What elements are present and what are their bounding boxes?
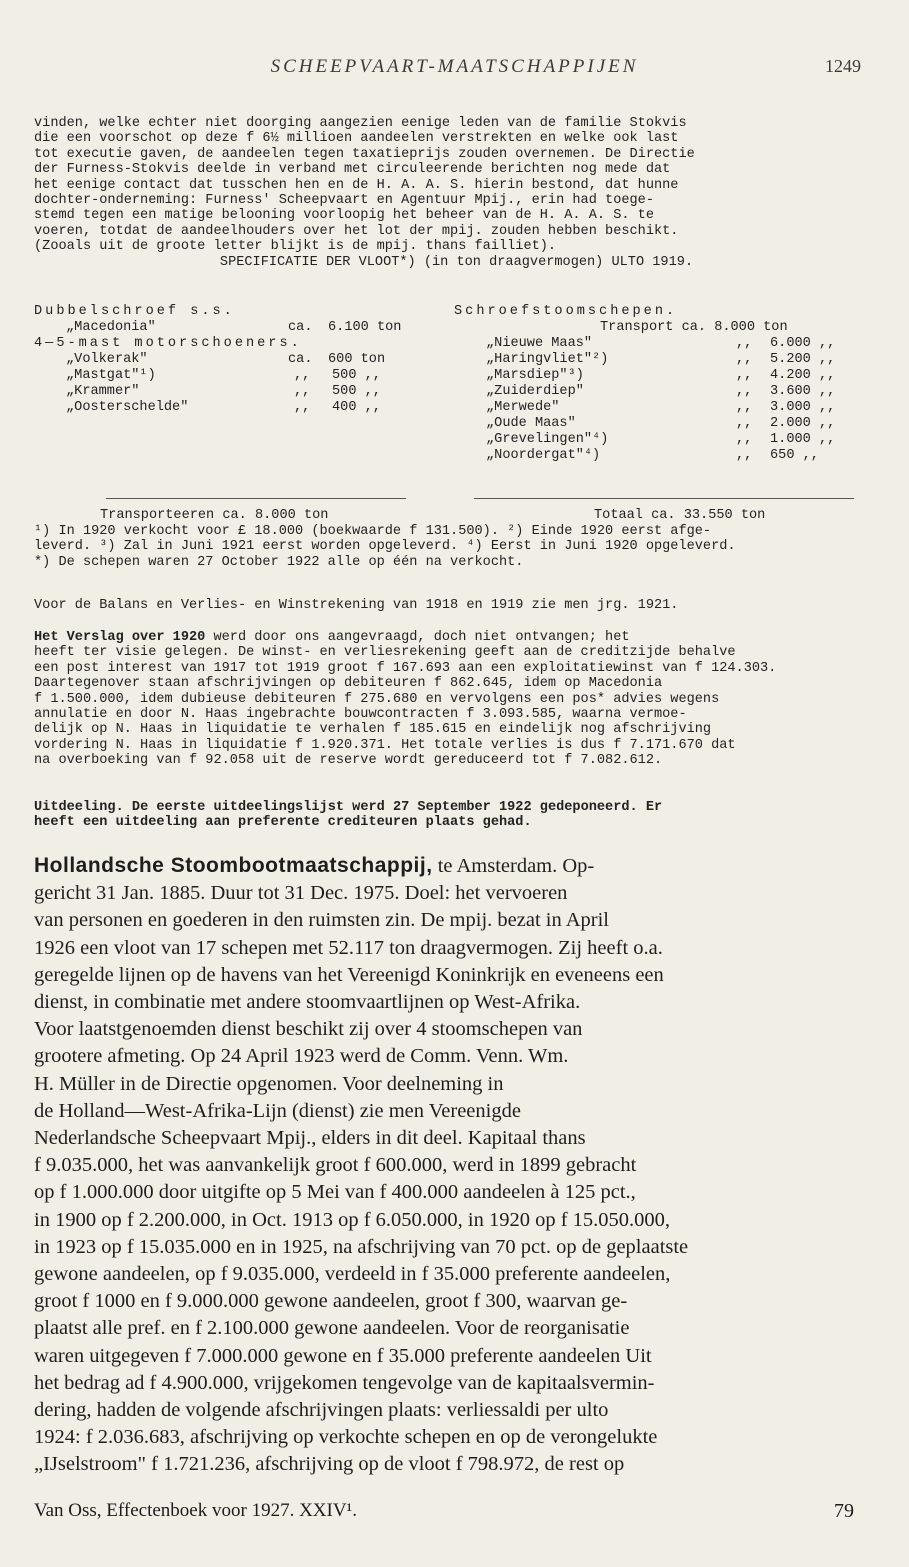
right-total: Totaal ca. 33.550 ton	[594, 508, 766, 523]
ship-tons: 4.200 ,,	[770, 368, 836, 383]
ship-tons: 3.000 ,,	[770, 400, 836, 415]
text-line: van personen en goederen in den ruimsten zin. De mpij. bezat in April	[34, 909, 609, 932]
header-page-number: 1249	[825, 56, 861, 76]
text-line: in 1923 op f 15.035.000 en in 1925, na afschrijving van 70 pct. op de geplaatste	[34, 1235, 689, 1258]
text-line: „IJselstroom" f 1.721.236, afschrijving op de vloot f 798.972, de rest op	[34, 1453, 625, 1476]
text-line: plaatst alle pref. en f 2.100.000 gewone aandeelen. Voor de reorganisatie	[34, 1317, 630, 1340]
report-paragraph	[34, 630, 879, 769]
text-line: Voor laatstgenoemden dienst beschikt zij over 4 stoomschepen van	[34, 1018, 583, 1041]
ship-ca: ca.	[288, 320, 313, 335]
ship-row	[34, 368, 454, 384]
ship-ca: ,,	[736, 384, 753, 399]
ship-row	[34, 320, 454, 336]
text-line: (Zooals uit de groote letter blijkt is de mpij. thans failliet).	[34, 239, 557, 255]
text-line: op f 1.000.000 door uitgifte op 5 Mei van f 400.000 aandeelen à 125 pct.,	[34, 1181, 636, 1204]
hsm-entry	[34, 852, 877, 1479]
transport-label: Transport ca. 8.000 ton	[600, 320, 788, 335]
company-line: te Amsterdam. Op-	[437, 855, 595, 877]
ship-ca: ,,	[736, 416, 753, 431]
fleet-left-header: Dubbelschroef s.s.	[34, 304, 235, 319]
text-line: f 1.500.000, idem dubieuse debiteuren f 275.680 en vervolgens een pos* advies wegens	[34, 691, 720, 707]
ship-tons: 500 ,,	[332, 384, 381, 399]
text-line: f 9.035.000, het was aanvankelijk groot f 600.000, werd in 1899 gebracht	[34, 1154, 637, 1177]
text-line: Nederlandsche Scheepvaart Mpij., elders in dit deel. Kapitaal thans	[34, 1127, 586, 1150]
balance-note-block	[34, 598, 879, 613]
text-line: waren uitgegeven f 7.000.000 gewone en f 35.000 preferente aandeelen Uit	[34, 1344, 652, 1367]
totals-row	[34, 508, 879, 524]
ship-tons: 600 ton	[328, 352, 386, 367]
report-line: werd door ons aangevraagd, doch niet ontvangen; het	[213, 630, 630, 645]
ship-name: „Grevelingen"⁴)	[486, 432, 609, 447]
ship-ca: ,,	[294, 400, 311, 415]
page-header	[0, 56, 909, 86]
balance-note: Voor de Balans en Verlies- en Winstrekening van 1918 en 1919 zie men jrg. 1921.	[34, 598, 679, 613]
ship-name: „Oosterschelde"	[66, 400, 189, 415]
intro-paragraph	[34, 116, 879, 270]
fleet-totals	[34, 508, 879, 570]
text-line: dochter-onderneming: Furness' Scheepvaart en Agentuur Mpij., erin had toege-	[34, 193, 654, 209]
ship-tons: 6.100 ton	[328, 320, 402, 335]
ship-name: „Merwede"	[486, 400, 560, 415]
ship-row	[34, 384, 454, 400]
ship-tons: 1.000 ,,	[770, 432, 836, 447]
text-line: het bedrag ad f 4.900.000, vrijgekomen tengevolge van de kapitaalsvermin-	[34, 1371, 655, 1394]
ship-name: „Mastgat"¹)	[66, 368, 156, 383]
ship-tons: 400 ,,	[332, 400, 381, 415]
text-line: vordering N. Haas in liquidatie f 1.920.371. Het totale verlies is dus f 7.171.670 dat	[34, 737, 736, 753]
ship-row	[454, 416, 874, 432]
text-line: die een voorschot op deze f 6½ millioen aandeelen verstrekten en welke ook last	[34, 131, 679, 147]
ship-name: „Volkerak"	[66, 352, 148, 367]
ship-ca: ,,	[294, 368, 311, 383]
right-sum-line	[474, 498, 854, 499]
ship-ca: ,,	[736, 336, 753, 351]
ship-row	[454, 352, 874, 368]
text-line: het eenige contact dat tusschen hen en de H. A. A. S. hierin bestond, dat hunne	[34, 177, 679, 193]
text-line: na overboeking van f 92.058 uit de reserve wordt gereduceerd tot f 7.082.612.	[34, 753, 663, 769]
text-line: de Holland—West-Afrika-Lijn (dienst) zie men Vereenigde	[34, 1099, 521, 1122]
ship-tons: 3.600 ,,	[770, 384, 836, 399]
text-line: een post interest van 1917 tot 1919 groot f 167.693 aan een exploitatiewinst van f 124.303.	[34, 660, 777, 676]
ship-name: „Macedonia"	[66, 320, 156, 335]
running-title: SCHEEPVAART-MAATSCHAPPIJEN	[270, 56, 639, 77]
text-line: annulatie en door N. Haas ingebrachte bouwcontracten f 3.093.585, waarna vermoe-	[34, 707, 687, 723]
footnote: ¹) In 1920 verkocht voor £ 18.000 (boekwaarde f 131.500). ²) Einde 1920 eerst afge-	[34, 524, 712, 539]
ship-name: „Noordergat"⁴)	[486, 448, 601, 463]
ship-name: „Marsdiep"³)	[486, 368, 584, 383]
ship-tons: 650 ,,	[770, 448, 819, 463]
text-line: dering, hadden de volgende afschrijvingen plaats: verliessaldi per ulto	[34, 1399, 609, 1422]
ship-name: „Zuiderdiep"	[486, 384, 584, 399]
footnote: *) De schepen waren 27 October 1922 alle op één na verkocht.	[34, 554, 524, 570]
ship-row	[454, 400, 874, 416]
page-footer	[34, 1500, 874, 1530]
distribution-line: De eerste uitdeelingslijst werd 27 September 1922 gedeponeerd. Er	[131, 800, 663, 815]
text-line: grootere afmeting. Op 24 April 1923 werd de Comm. Venn. Wm.	[34, 1045, 569, 1068]
ship-tons: 6.000 ,,	[770, 336, 836, 351]
text-line: 1924: f 2.036.683, afschrijving op verkochte schepen en op de verongelukte	[34, 1426, 658, 1449]
distribution-lead: Uitdeeling.	[34, 800, 124, 815]
ship-ca: ,,	[736, 448, 753, 463]
text-line: dienst, in combinatie met andere stoomvaartlijnen op West-Afrika.	[34, 991, 581, 1014]
ship-row	[34, 352, 454, 368]
ship-row	[454, 336, 874, 352]
ship-tons: 2.000 ,,	[770, 416, 836, 431]
ship-ca: ,,	[736, 352, 753, 367]
left-total: Transporteeren ca. 8.000 ton	[100, 508, 329, 523]
text-line: heeft een uitdeeling aan preferente crediteuren plaats gehad.	[34, 815, 532, 831]
text-line: stemd tegen een matige belooning voorloopig het beheer van de H. A. A. S. te	[34, 208, 654, 224]
footer-source: Van Oss, Effectenboek voor 1927. XXIV¹.	[34, 1500, 357, 1521]
text-line: delijk op N. Haas in liquidatie te verhalen f 185.615 en eindelijk nog afschrijving	[34, 722, 712, 738]
fleet-right-header: Schroefstoomschepen.	[454, 304, 678, 319]
fleet-left-column	[34, 304, 454, 416]
ship-row	[454, 384, 874, 400]
fleet-heading: SPECIFICATIE DER VLOOT*) (in ton draagvermogen) ULTO 1919.	[219, 254, 694, 270]
transport-row	[454, 320, 874, 336]
ship-ca: ,,	[736, 400, 753, 415]
text-line: Daartegenover staan afschrijvingen op debiteuren f 862.645, idem op Macedonia	[34, 676, 663, 692]
text-line: der Furness-Stokvis deelde in verband met circuleerende berichten nog mede dat	[34, 162, 671, 178]
ship-name: „Krammer"	[66, 384, 140, 399]
fleet-right-column	[454, 304, 874, 464]
fleet-table	[34, 304, 874, 504]
text-line	[34, 800, 879, 815]
ship-row	[454, 448, 874, 464]
text-line: in 1900 op f 2.200.000, in Oct. 1913 op f 6.050.000, in 1920 op f 15.050.000,	[34, 1208, 671, 1231]
ship-row	[454, 432, 874, 448]
footnote: leverd. ³) Zal in Juni 1921 eerst worden opgeleverd. ⁴) Eerst in Juni 1920 opgeleverd.	[34, 539, 736, 555]
text-line: vinden, welke echter niet doorging aangezien eenige leden van de familie Stokvis	[34, 116, 687, 131]
ship-name: „Oude Maas"	[486, 416, 576, 431]
text-line: H. Müller in de Directie opgenomen. Voor deelneming in	[34, 1072, 504, 1095]
distribution-paragraph	[34, 800, 879, 831]
ship-tons: 500 ,,	[332, 368, 381, 383]
ship-ca: ,,	[736, 432, 753, 447]
text-line: voeren, totdat de aandeelhouders over het lot der mpij. zouden hebben beschikt.	[34, 223, 679, 239]
left-sum-line	[106, 498, 406, 499]
ship-name: „Nieuwe Maas"	[486, 336, 593, 351]
text-line: gewone aandeelen, op f 9.035.000, verdeeld in f 35.000 preferente aandeelen,	[34, 1263, 671, 1286]
ship-ca: ,,	[736, 368, 753, 383]
text-line: groot f 1000 en f 9.000.000 gewone aandeelen, groot f 300, waarvan ge-	[34, 1290, 628, 1313]
ship-row	[454, 368, 874, 384]
fleet-left-subheader: 4—5-mast motorschoeners.	[34, 336, 302, 351]
ship-tons: 5.200 ,,	[770, 352, 836, 367]
company-title: Hollandsche Stoombootmaatschappij,	[34, 854, 433, 877]
ship-ca: ca.	[288, 352, 313, 367]
ship-ca: ,,	[294, 384, 311, 399]
ship-name: „Haringvliet"²)	[486, 352, 609, 367]
text-line: 1926 een vloot van 17 schepen met 52.117 ton draagvermogen. Zij heeft o.a.	[34, 936, 663, 959]
text-line: tot executie gaven, de aandeelen tegen taxatieprijs zouden overnemen. De Directie	[34, 146, 695, 162]
text-line: heeft ter visie gelegen. De winst- en verliesrekening geeft aan de creditzijde behalve	[34, 645, 736, 661]
report-lead: Het Verslag over 1920	[34, 630, 206, 645]
text-line	[34, 630, 879, 645]
ship-row	[34, 400, 454, 416]
text-line: gericht 31 Jan. 1885. Duur tot 31 Dec. 1975. Doel: het vervoeren	[34, 882, 568, 905]
text-line: geregelde lijnen op de havens van het Vereenigd Koninkrijk en eveneens een	[34, 963, 664, 986]
text-line	[34, 852, 877, 880]
footer-page-number: 79	[834, 1500, 854, 1522]
